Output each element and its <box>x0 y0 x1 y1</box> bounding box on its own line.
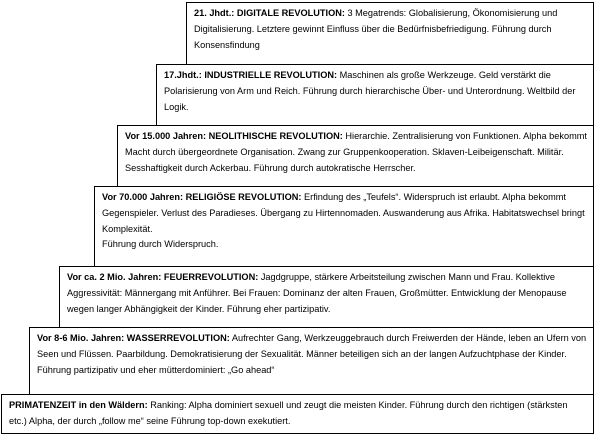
step-text: Aufrechter Gang, Werkzeuggebrauch durch Freiwerden der Hände, leben an Ufern von Seen und Flüssen. Paarbildung. Demokratisierung der Sexualität. Männer beteiligen sich an der langen Aufzuchtphase der Kinder. Führung partizipativ und eher mütterdominiert: „Go ahead“ <box>37 333 587 375</box>
step-neolithic-revolution <box>117 125 594 187</box>
step-extra-paragraph: Führung durch Widerspruch. <box>102 239 219 250</box>
step-paragraph <box>125 129 587 176</box>
step-paragraph <box>102 190 587 237</box>
step-text: Erfindung des „Teufels“. Widerspruch ist erlaubt. Alpha bekommt Gegenspieler. Verlust des Paradieses. Übergang zu Hirtennomaden. Auswanderung aus Afrika. Habitatswechsel bringt Komplexität. <box>102 192 585 234</box>
step-heading: PRIMATENZEIT in den Wäldern: <box>9 400 148 410</box>
step-paragraph <box>9 398 587 430</box>
step-primate-era <box>1 394 594 434</box>
step-industrial-revolution <box>156 64 594 126</box>
step-paragraph <box>37 331 587 378</box>
step-heading: 21. Jhdt.: DIGITALE REVOLUTION: <box>194 8 345 18</box>
step-text: Hierarchie. Zentralisierung von Funktionen. Alpha bekommt Macht durch übergeordnete Organisation. Zwang zur Gruppenkooperation. Sklaven-Leibeigenschaft. Militär. Sesshaftigkeit durch Ackerbau. Führung durch autokratische Herrscher. <box>125 131 587 173</box>
step-paragraph <box>67 270 587 317</box>
step-religious-revolution <box>94 186 594 267</box>
step-text: Maschinen als große Werkzeuge. Geld verstärkt die Polarisierung von Arm und Reich. Führung durch hierarchische Über- und Unterordnung. Weltbild der Logik. <box>164 70 576 112</box>
step-heading: Vor 8-6 Mio. Jahren: WASSERREVOLUTION: <box>37 333 230 343</box>
step-heading: Vor 70.000 Jahren: RELIGIÖSE REVOLUTION: <box>102 192 302 202</box>
step-paragraph <box>194 6 587 53</box>
step-heading: Vor 15.000 Jahren: NEOLITHISCHE REVOLUTION: <box>125 131 343 141</box>
step-text: Jagdgruppe, stärkere Arbeitsteilung zwischen Mann und Frau. Kollektive Aggressivität: Männergang mit Anführer. Bei Frauen: Dominanz der alten Frauen, Großmütter. Entwicklung der Menopause wegen langer Abhängigkeit der Kinder. Führung eher partizipativ. <box>67 272 567 314</box>
step-heading: Vor ca. 2 Mio. Jahren: FEUERREVOLUTION: <box>67 272 259 282</box>
step-water-revolution <box>29 327 594 395</box>
step-paragraph <box>164 68 587 115</box>
step-fire-revolution <box>59 266 594 328</box>
step-heading: 17.Jhdt.: INDUSTRIELLE REVOLUTION: <box>164 70 338 80</box>
step-text: Ranking: Alpha dominiert sexuell und zeugt die meisten Kinder. Führung durch den richtigen (stärksten etc.) Alpha, der durch „follow me“ seine Führung top-down exekutiert. <box>9 400 568 426</box>
step-digital-revolution <box>186 2 594 65</box>
step-text: 3 Megatrends: Globalisierung, Ökonomisierung und Digitalisierung. Letztere gewinnt Einfluss über die Bedürfnisbefriedigung. Führung durch Konsensfindung <box>194 8 558 50</box>
